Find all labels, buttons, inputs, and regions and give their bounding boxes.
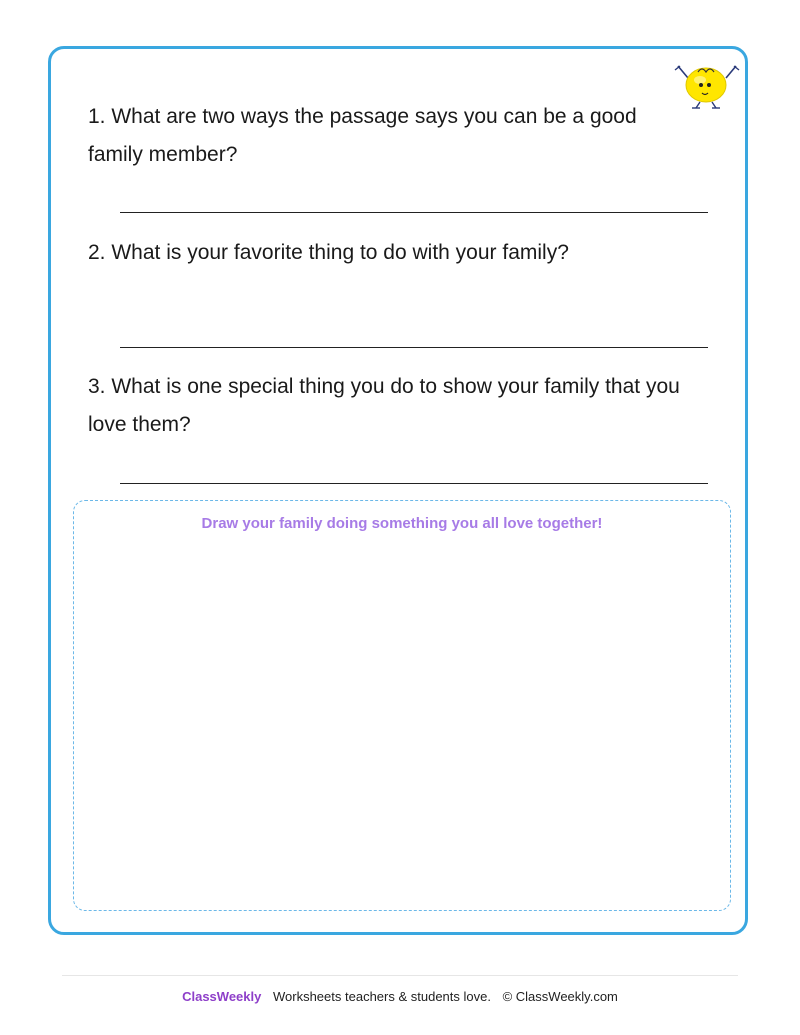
answer-line-1[interactable] [120, 212, 708, 213]
footer-divider [62, 975, 738, 976]
footer-tagline: Worksheets teachers & students love. [272, 989, 491, 1004]
question-1: 1. What are two ways the passage says you can be a good family member? [88, 105, 637, 166]
drawing-area[interactable] [73, 500, 731, 911]
footer-copyright: © ClassWeekly.com [502, 989, 618, 1004]
drawing-prompt: Draw your family doing something you all love together! [201, 515, 603, 532]
answer-line-3[interactable] [120, 483, 708, 484]
footer-brand: ClassWeekly [182, 989, 262, 1004]
footer [0, 989, 800, 1004]
question-2: 2. What is your favorite thing to do with your family? [88, 241, 569, 264]
answer-line-2[interactable] [120, 347, 708, 348]
question-3: 3. What is one special thing you do to show your family that you love them? [88, 375, 680, 436]
